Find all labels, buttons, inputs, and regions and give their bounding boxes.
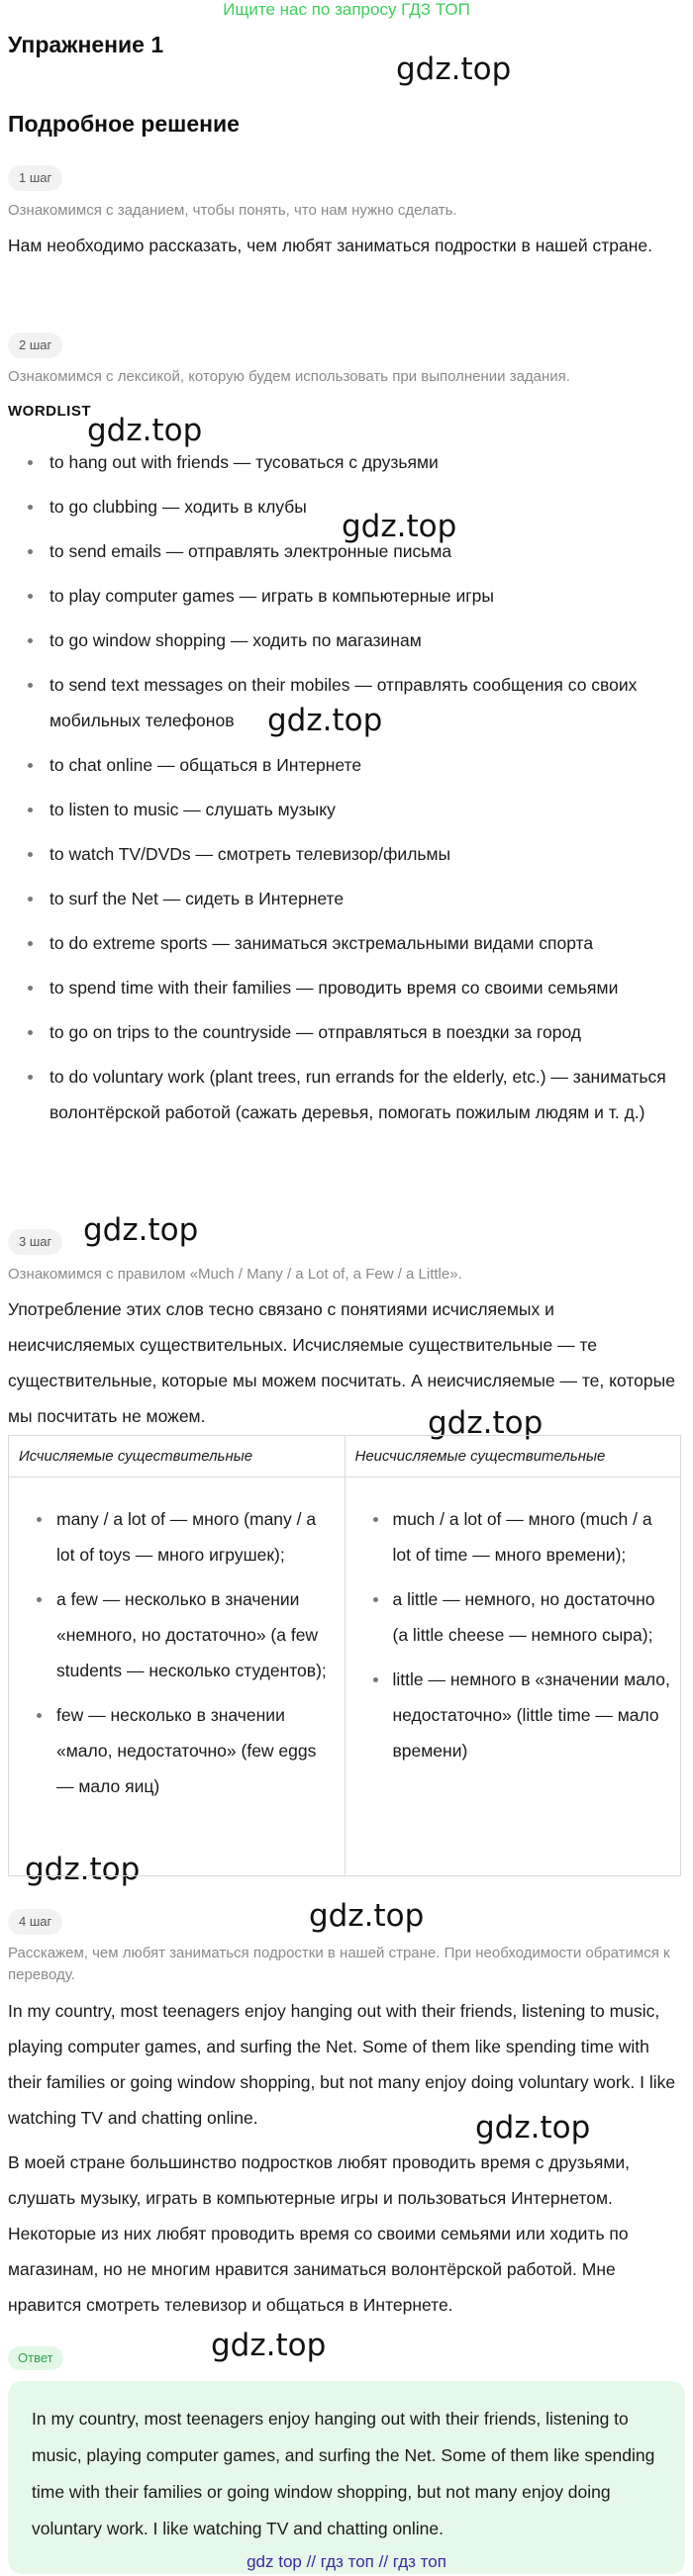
list-item: to go clubbing — ходить в клубы (0, 489, 683, 525)
step-badge-1: 1 шаг (8, 165, 62, 191)
step-text-4-ru: В моей стране большинство подростков любят проводить время с друзьями, слушать музыку, играть в компьютерные игры и пользоваться Интернетом. Некоторые из них любят проводить время со своими семьями или ходить по магазинам, но не многим нравится заниматься волонтёрской работой. Мне нравится смотреть телевизор и общаться в Интернете. (8, 2152, 631, 2315)
table-header-countable: Исчисляемые существительные (9, 1436, 346, 1478)
step-text-4-en: In my country, most teenagers enjoy hanging out with their friends, listening to music, playing computer games, and surfing the Net. Some of them like spending time with their families or going window shopping, but not many enjoy doing voluntary work. I like watching TV and chatting online. (8, 2001, 676, 2128)
list-item: to do voluntary work (plant trees, run errands for the elderly, etc.) — заниматься волонтёрской работой (сажать деревья, помогать пожилым людям и т. д.) (0, 1059, 683, 1130)
step-hint-2: Ознакомимся с лексикой, которую будем использовать при выполнении задания. (8, 368, 570, 385)
step-badge-3: 3 шаг (8, 1229, 62, 1255)
list-item: to go on trips to the countryside — отправляться в поездки за город (0, 1014, 683, 1050)
watermark: gdz.top (267, 703, 383, 738)
wordlist-label: WORDLIST (8, 403, 91, 420)
step-text-3: Употребление этих слов тесно связано с понятиями исчисляемых и неисчисляемых существительных. Исчисляемые существительные — те существительные, которые мы можем посчитать. А неисчисляемые — те, которые мы посчитать не можем. (8, 1299, 675, 1426)
table-header-uncountable: Неисчисляемые существительные (345, 1436, 681, 1478)
list-item: to watch TV/DVDs — смотреть телевизор/фильмы (0, 836, 683, 872)
table-cell-countable (9, 1478, 346, 1876)
exercise-title: Упражнение 1 (8, 32, 164, 57)
list-item: to send text messages on their mobiles — отправлять сообщения со своих мобильных телефонов (0, 667, 683, 738)
list-item: to spend time with their families — проводить время со своими семьями (0, 970, 683, 1005)
footer-links[interactable]: gdz top // гдз топ // гдз топ (247, 2552, 446, 2571)
list-item: to chat online — общаться в Интернете (0, 747, 683, 783)
watermark: gdz.top (475, 2110, 591, 2146)
search-banner[interactable]: Ищите нас по запросу ГДЗ ТОП (223, 0, 470, 19)
watermark: gdz.top (428, 1405, 544, 1441)
list-item: a little — немного, но достаточно (a little cheese — немного сыра); (346, 1581, 673, 1653)
step-badge-2: 2 шаг (8, 333, 62, 358)
watermark: gdz.top (25, 1852, 141, 1887)
section-title: Подробное решение (8, 111, 240, 137)
watermark: gdz.top (211, 2328, 327, 2363)
step-badge-4: 4 шаг (8, 1909, 62, 1935)
step-hint-3: Ознакомимся с правилом «Much / Many / a Lot of, a Few / a Little». (8, 1266, 462, 1283)
list-item: to go window shopping — ходить по магазинам (0, 622, 683, 658)
table-cell-uncountable (345, 1478, 681, 1876)
list-item: to listen to music — слушать музыку (0, 792, 683, 827)
list-item: little — немного в «значении мало, недостаточно» (little time — мало времени) (346, 1662, 673, 1768)
answer-badge: Ответ (8, 2346, 63, 2370)
wordlist (0, 444, 683, 1139)
list-item: to do extreme sports — заниматься экстремальными видами спорта (0, 925, 683, 961)
list-item: to send emails — отправлять электронные письма (0, 533, 683, 569)
step-hint-4: Расскажем, чем любят заниматься подростки в нашей стране. При необходимости обратимся к переводу. (8, 1945, 670, 1983)
watermark: gdz.top (83, 1212, 199, 1248)
list-item: few — несколько в значении «мало, недостаточно» (few eggs — мало яиц) (9, 1697, 337, 1804)
list-item: to hang out with friends — тусоваться с друзьями (0, 444, 683, 480)
watermark: gdz.top (396, 51, 512, 87)
watermark: gdz.top (87, 413, 203, 448)
list-item: many / a lot of — много (many / a lot of toys — много игрушек); (9, 1501, 337, 1573)
answer-text: In my country, most teenagers enjoy hanging out with their friends, listening to music, playing computer games, and surfing the Net. Some of them like spending time with their families or going window shopping, but not many enjoy doing voluntary work. I like watching TV and chatting online. (32, 2409, 655, 2538)
step-text-1: Нам необходимо рассказать, чем любят заниматься подростки в нашей стране. (8, 236, 653, 255)
answer-box (8, 2381, 685, 2574)
list-item: a few — несколько в значении «немного, но достаточно» (a few students — несколько студентов); (9, 1581, 337, 1688)
list-item: to play computer games — играть в компьютерные игры (0, 578, 683, 614)
watermark: gdz.top (342, 509, 457, 544)
step-hint-1: Ознакомимся с заданием, чтобы понять, что нам нужно сделать. (8, 202, 457, 219)
watermark: gdz.top (309, 1898, 425, 1934)
list-item: much / a lot of — много (much / a lot of time — много времени); (346, 1501, 673, 1573)
list-item: to surf the Net — сидеть в Интернете (0, 881, 683, 916)
rule-table (8, 1435, 681, 1876)
